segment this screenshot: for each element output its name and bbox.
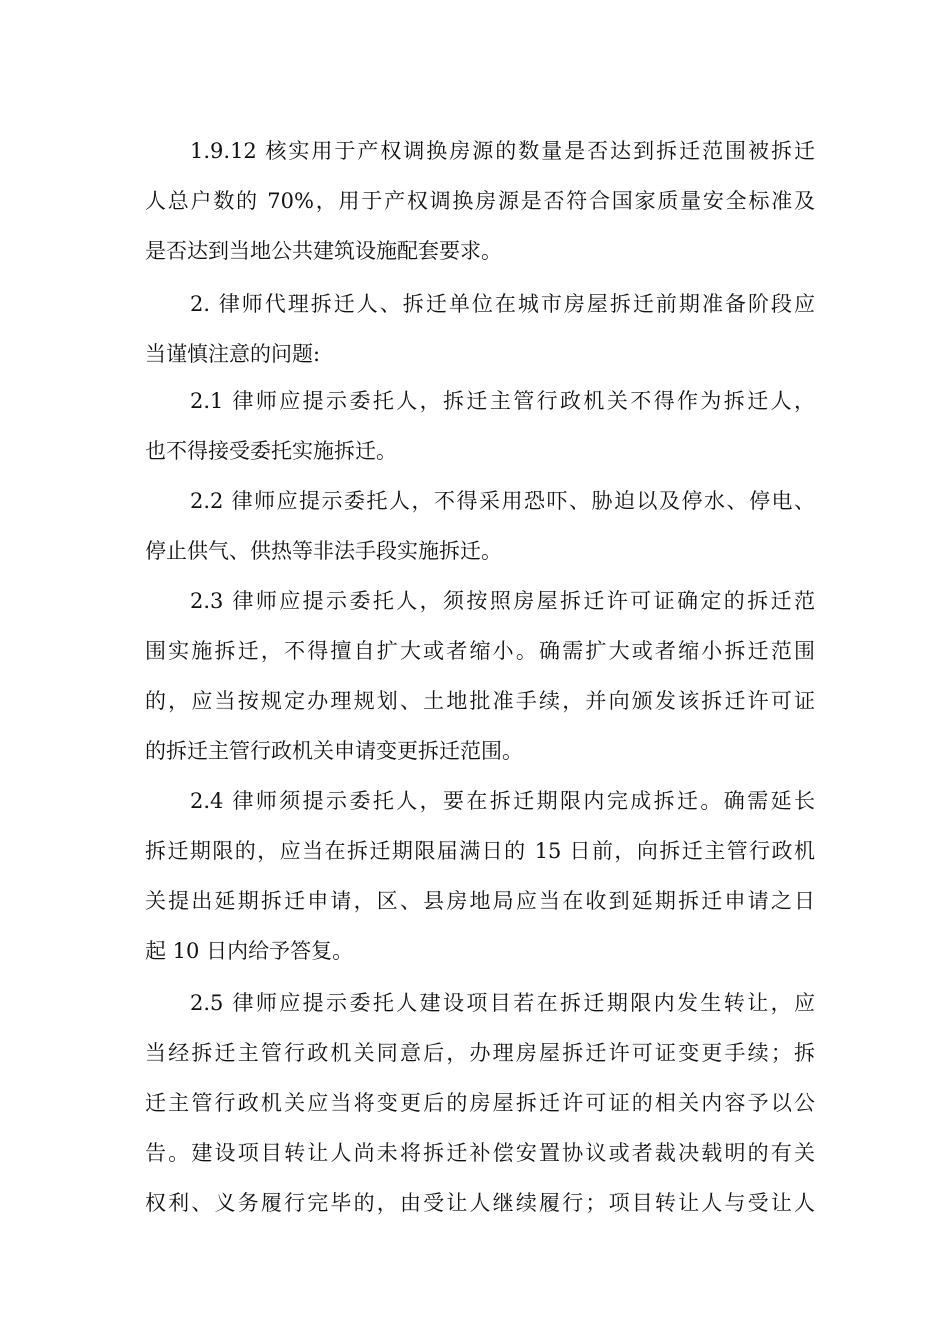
text-line: 迁主管行政机关应当将变更后的房屋拆迁许可证的相关内容予以公	[145, 1091, 815, 1115]
text-line: 2. 律师代理拆迁人、拆迁单位在城市房屋拆迁前期准备阶段应	[190, 292, 815, 316]
text-line: 2.3 律师应提示委托人，须按照房屋拆迁许可证确定的拆迁范	[190, 589, 815, 613]
text-line: 权利、义务履行完毕的，由受让人继续履行；项目转让人与受让人	[145, 1191, 815, 1215]
text-line: 2.1 律师应提示委托人，拆迁主管行政机关不得作为拆迁人，	[190, 389, 815, 413]
text-line: 的，应当按规定办理规划、土地批准手续，并向颁发该拆迁许可证	[145, 689, 815, 713]
text-line: 人总户数的 70%，用于产权调换房源是否符合国家质量安全标准及	[145, 189, 815, 213]
text-line: 关提出延期拆迁申请，区、县房地局应当在收到延期拆迁申请之日	[145, 889, 815, 913]
text-line: 当经拆迁主管行政机关同意后，办理房屋拆迁许可证变更手续；拆	[145, 1041, 815, 1065]
text-line: 拆迁期限的，应当在拆迁期限届满日的 15 日前，向拆迁主管行政机	[145, 839, 815, 863]
text-line: 当谨慎注意的问题:	[145, 342, 321, 366]
text-line: 1.9.12 核实用于产权调换房源的数量是否达到拆迁范围被拆迁	[190, 139, 815, 163]
text-line: 2.2 律师应提示委托人，不得采用恐吓、胁迫以及停水、停电、	[190, 489, 815, 513]
text-line: 也不得接受委托实施拆迁。	[145, 439, 397, 463]
text-line: 停止供气、供热等非法手段实施拆迁。	[145, 539, 502, 563]
text-line: 的拆迁主管行政机关申请变更拆迁范围。	[145, 739, 523, 763]
text-line: 围实施拆迁，不得擅自扩大或者缩小。确需扩大或者缩小拆迁范围	[145, 639, 815, 663]
text-line: 告。建设项目转让人尚未将拆迁补偿安置协议或者裁决载明的有关	[145, 1141, 815, 1165]
text-line: 是否达到当地公共建筑设施配套要求。	[145, 239, 502, 263]
text-line: 2.4 律师须提示委托人，要在拆迁期限内完成拆迁。确需延长	[190, 789, 815, 813]
text-line: 2.5 律师应提示委托人建设项目若在拆迁期限内发生转让，应	[190, 991, 815, 1015]
text-line: 起 10 日内给予答复。	[145, 939, 354, 963]
